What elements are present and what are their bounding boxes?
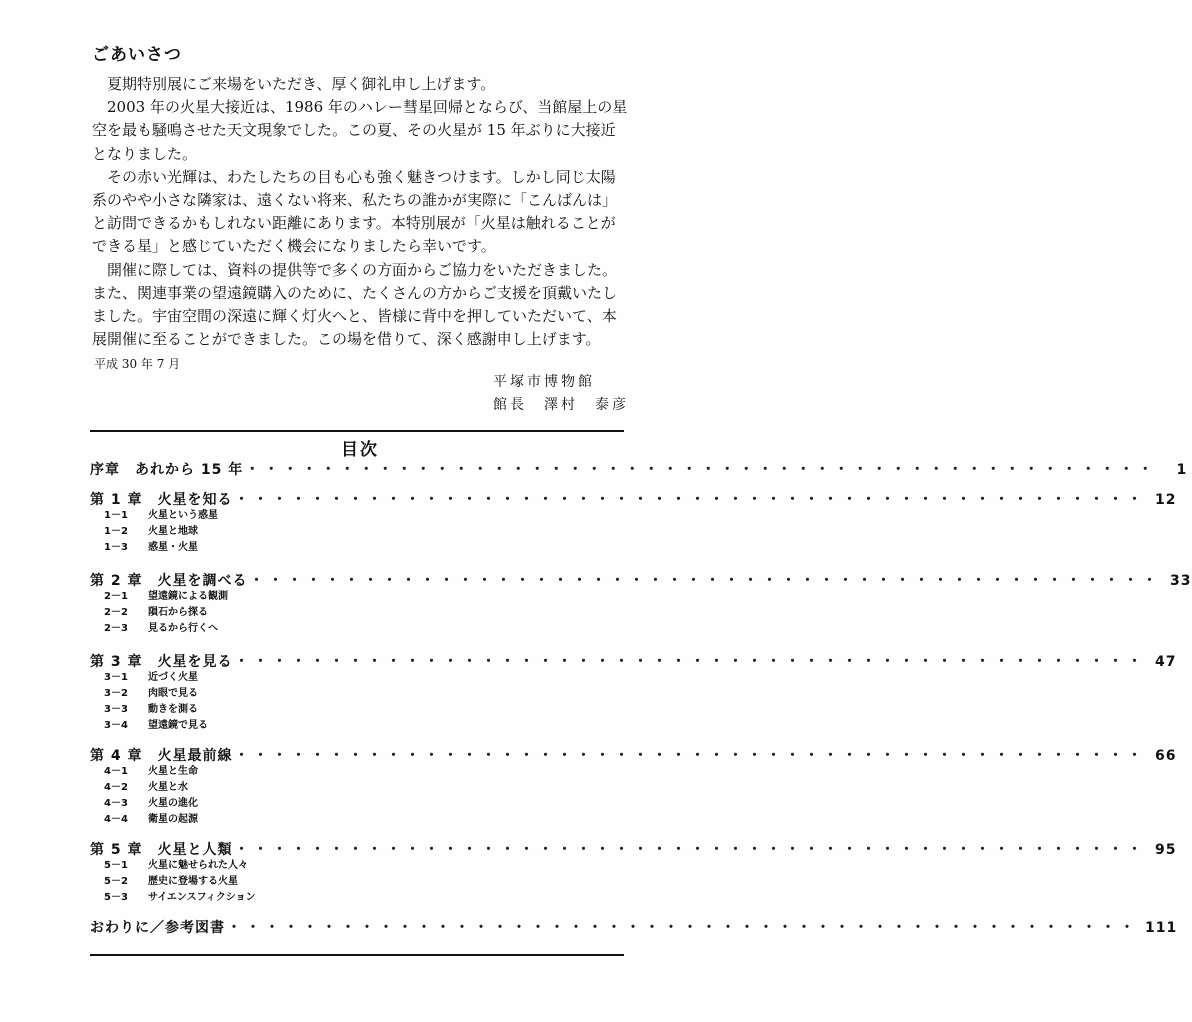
subentry-title: 見るから行くへ (148, 623, 218, 634)
toc-subentry[interactable] (104, 589, 228, 605)
subentry-number: 1－1 (104, 510, 128, 521)
toc-entry[interactable] (90, 839, 1177, 859)
subentry-number: 1－3 (104, 542, 128, 553)
subentry-title: 動きを測る (148, 704, 198, 715)
subentry-title: 近づく火星 (148, 672, 198, 683)
toc-subentry[interactable] (104, 812, 198, 828)
toc-subentry[interactable] (104, 702, 198, 718)
signature-block (493, 371, 629, 417)
toc-entry[interactable] (90, 570, 1192, 590)
subentry-title: 隕石から探る (148, 607, 208, 618)
toc-subentry[interactable] (104, 764, 198, 780)
toc-leader-dots: ・・・・・・・・・・・・・・・・・・・・・・・・・・・・・・・・・・・・・・・・・・・・・・・・ (249, 573, 1162, 589)
toc-subentry[interactable] (104, 858, 248, 874)
toc-entry[interactable] (90, 459, 1188, 479)
greeting-date: 平成 30 年 7 月 (94, 357, 181, 371)
greeting-paragraph: 開催に際しては、資料の提供等で多くの方面からご協力をいただきました。 また、関連事業の望遠鏡購入のために、たくさんの方からご支援を頂戴いたし ました。宇宙空間の深遠に輝く灯火へと、皆様に背中を押していただいて、本 展開催に至ることができました。この場を借りて、深く感謝申し上げます。 (92, 260, 618, 349)
toc-subentry[interactable] (104, 508, 218, 524)
toc-subentry[interactable] (104, 524, 198, 540)
subentry-title: 望遠鏡で見る (148, 720, 208, 731)
subentry-number: 5－1 (104, 860, 128, 871)
subentry-number: 3－1 (104, 672, 128, 683)
toc-bottom-rule (90, 954, 624, 956)
subentry-title: 火星と地球 (148, 526, 198, 537)
toc-entry-page: 1 (1176, 462, 1188, 478)
toc-subentry[interactable] (104, 780, 188, 796)
subentry-number: 2－3 (104, 623, 128, 634)
toc-subentry[interactable] (104, 890, 256, 906)
subentry-title: 肉眼で見る (148, 688, 198, 699)
toc-subentry[interactable] (104, 621, 218, 637)
subentry-title: 火星という惑星 (148, 510, 218, 521)
toc-entry[interactable] (90, 651, 1177, 671)
subentry-number: 3－2 (104, 688, 128, 699)
toc-title: 目次 (341, 440, 379, 460)
subentry-title: 衛星の起源 (148, 814, 198, 825)
toc-entry-title: 第 3 章 火星を見る (90, 654, 233, 670)
subentry-title: 歴史に登場する火星 (148, 876, 238, 887)
subentry-number: 5－3 (104, 892, 128, 903)
toc-entry-page: 33 (1170, 573, 1192, 589)
subentry-number: 4－3 (104, 798, 128, 809)
toc-subentry[interactable] (104, 796, 198, 812)
subentry-number: 2－2 (104, 607, 128, 618)
toc-entry-title: 第 4 章 火星最前線 (90, 748, 233, 764)
toc-subentry[interactable] (104, 874, 238, 890)
toc-entry-title: 第 2 章 火星を調べる (90, 573, 248, 589)
toc-entry-title: 第 1 章 火星を知る (90, 492, 233, 508)
toc-entry-title: 序章 あれから 15 年 (90, 462, 244, 478)
subentry-title: 惑星・火星 (148, 542, 198, 553)
toc-entry-page: 47 (1155, 654, 1177, 670)
toc-leader-dots: ・・・・・・・・・・・・・・・・・・・・・・・・・・・・・・・・・・・・・・・・・・・・・・・・ (234, 842, 1147, 858)
subentry-title: サイエンスフィクション (148, 892, 256, 903)
subentry-title: 望遠鏡による観測 (148, 591, 228, 602)
toc-leader-dots: ・・・・・・・・・・・・・・・・・・・・・・・・・・・・・・・・・・・・・・・・・・・・・・・・ (234, 492, 1147, 508)
toc-entry[interactable] (90, 489, 1177, 509)
subentry-title: 火星と生命 (148, 766, 198, 777)
toc-entry-title: おわりに／参考図書 (90, 920, 225, 936)
toc-leader-dots: ・・・・・・・・・・・・・・・・・・・・・・・・・・・・・・・・・・・・・・・・・・・・・・・・ (234, 654, 1147, 670)
subentry-number: 2－1 (104, 591, 128, 602)
toc-top-rule (90, 430, 624, 432)
subentry-number: 1－2 (104, 526, 128, 537)
subentry-number: 4－2 (104, 782, 128, 793)
subentry-number: 4－1 (104, 766, 128, 777)
toc-entry[interactable] (90, 745, 1177, 765)
toc-entry-title: 第 5 章 火星と人類 (90, 842, 233, 858)
toc-subentry[interactable] (104, 686, 198, 702)
toc-entry-page: 12 (1155, 492, 1177, 508)
greeting-paragraph: 2003 年の火星大接近は、1986 年のハレー彗星回帰とならび、当館屋上の星 空を最も騒鳴させた天文現象でした。この夏、その火星が 15 年ぶりに大接近 となりました。 (92, 98, 628, 163)
greeting-body (92, 73, 632, 351)
toc-entry-page: 111 (1145, 920, 1178, 936)
subentry-title: 火星と水 (148, 782, 188, 793)
toc-leader-dots: ・・・・・・・・・・・・・・・・・・・・・・・・・・・・・・・・・・・・・・・・・・・・・・・・ (245, 462, 1158, 478)
toc-subentry[interactable] (104, 540, 198, 556)
greeting-heading: ごあいさつ (92, 45, 182, 65)
toc-subentry[interactable] (104, 670, 198, 686)
subentry-title: 火星の進化 (148, 798, 198, 809)
toc-entry[interactable] (90, 917, 1178, 937)
subentry-number: 4－4 (104, 814, 128, 825)
toc-leader-dots: ・・・・・・・・・・・・・・・・・・・・・・・・・・・・・・・・・・・・・・・・・・・・・・・・ (227, 920, 1139, 936)
subentry-number: 3－4 (104, 720, 128, 731)
greeting-paragraph: 夏期特別展にご来場をいただき、厚く御礼申し上げます。 (107, 75, 496, 93)
greeting-section (92, 40, 632, 351)
subentry-number: 5－2 (104, 876, 128, 887)
director-name: 館長 澤村 泰彦 (493, 397, 629, 413)
museum-name: 平塚市博物館 (493, 374, 595, 390)
subentry-number: 3－3 (104, 704, 128, 715)
toc-leader-dots: ・・・・・・・・・・・・・・・・・・・・・・・・・・・・・・・・・・・・・・・・・・・・・・・・ (234, 748, 1147, 764)
subentry-title: 火星に魅せられた人々 (148, 860, 248, 871)
toc-entry-page: 95 (1155, 842, 1177, 858)
toc-subentry[interactable] (104, 718, 208, 734)
toc-entry-page: 66 (1155, 748, 1177, 764)
greeting-paragraph: その赤い光輝は、わたしたちの目も心も強く魅きつけます。しかし同じ太陽 系のやや小さな隣家は、遠くない将来、私たちの誰かが実際に「こんばんは」 と訪問できるかもしれない距離にあります。本特別展が「火星は触れることが できる星」と感じていただく機会になりましたら幸いです。 (92, 167, 618, 256)
toc-subentry[interactable] (104, 605, 208, 621)
